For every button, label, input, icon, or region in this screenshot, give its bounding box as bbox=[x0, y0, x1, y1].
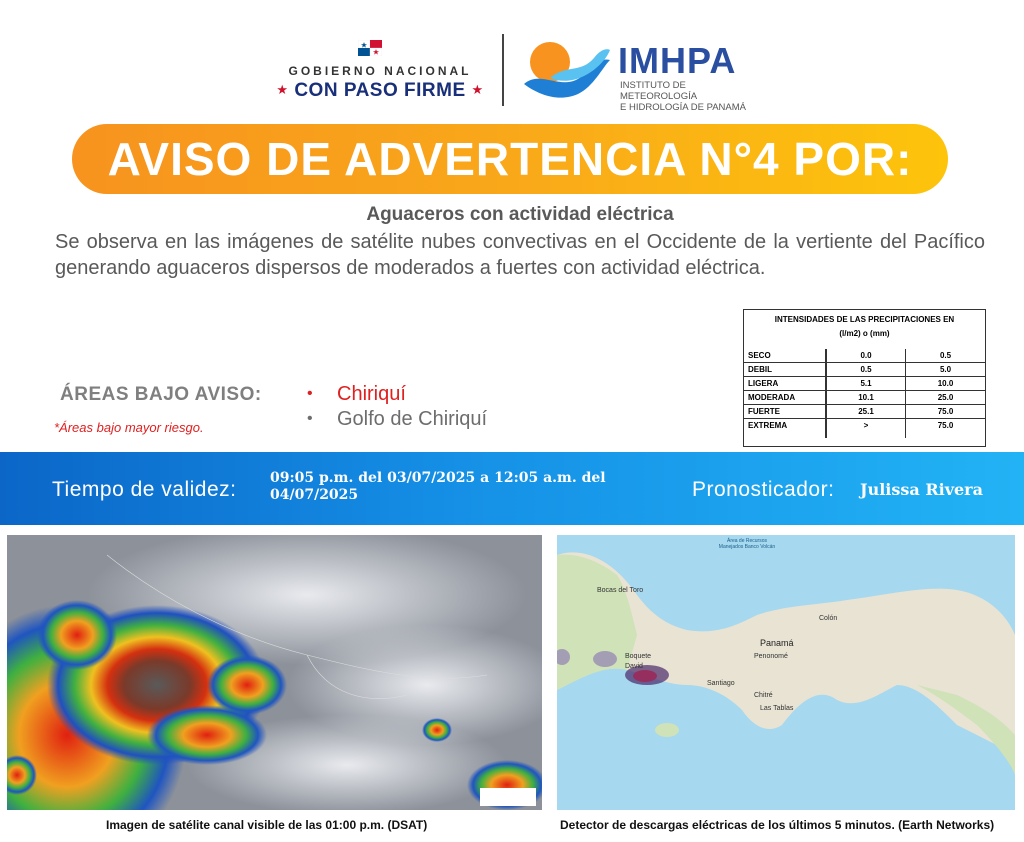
table-row bbox=[744, 349, 985, 363]
map-graphic bbox=[557, 535, 1015, 810]
warning-subtitle: Aguaceros con actividad eléctrica bbox=[366, 204, 674, 225]
lightning-caption: Detector de descargas eléctricas de los últimos 5 minutos. (Earth Networks) bbox=[560, 818, 995, 832]
validity-label: Tiempo de validez: bbox=[52, 478, 237, 501]
imhpa-wave-icon bbox=[520, 38, 612, 104]
government-logo bbox=[270, 40, 490, 106]
area-name: Chiriquí bbox=[337, 383, 406, 405]
header-divider bbox=[502, 34, 504, 106]
table-cell-name: MODERADA bbox=[744, 391, 826, 405]
table-cell-min: 0.0 bbox=[826, 349, 906, 363]
satellite-image bbox=[7, 535, 542, 810]
precipitation-intensity-table bbox=[743, 309, 986, 447]
map-label-penonome: Penonomé bbox=[754, 653, 788, 660]
table-row bbox=[744, 419, 985, 438]
lightning-map-image bbox=[557, 535, 1015, 810]
map-label-david: David bbox=[625, 663, 643, 670]
map-label-chitre: Chitré bbox=[754, 692, 773, 699]
imhpa-subtitle bbox=[620, 80, 760, 113]
table-row bbox=[744, 405, 985, 419]
map-label-las-tablas: Las Tablas bbox=[760, 705, 794, 712]
imhpa-sub-line2: E HIDROLOGÍA DE PANAMÁ bbox=[620, 102, 746, 113]
star-icon: ★ bbox=[471, 82, 484, 97]
warning-description: Se observa en las imágenes de satélite nubes convectivas en el Occidente de la vertiente del Pacífico generando aguaceros dispersos de moderados a fuertes con actividad eléctrica. bbox=[55, 231, 985, 279]
map-label-santiago: Santiago bbox=[707, 680, 735, 687]
forecaster-name: Julissa Rivera bbox=[860, 480, 983, 499]
validity-band bbox=[0, 452, 1024, 525]
table-cell-max: 5.0 bbox=[906, 363, 985, 377]
satellite-graphic bbox=[7, 535, 542, 810]
table-cell-max: 25.0 bbox=[906, 391, 985, 405]
table-row bbox=[744, 377, 985, 391]
map-label-bocas: Bocas del Toro bbox=[597, 587, 644, 594]
area-name: Golfo de Chiriquí bbox=[337, 408, 488, 430]
table-cell-name: DEBIL bbox=[744, 363, 826, 377]
map-label-colon: Colón bbox=[819, 615, 838, 622]
table-cell-name: LIGERA bbox=[744, 377, 826, 391]
panama-flag-icon bbox=[358, 40, 382, 56]
bullet-icon: • bbox=[307, 410, 313, 427]
map-label-boquete: Boquete bbox=[625, 653, 652, 660]
table-cell-max: 75.0 bbox=[906, 405, 985, 419]
areas-label: ÁREAS BAJO AVISO: bbox=[60, 384, 262, 405]
imhpa-logo bbox=[520, 38, 760, 113]
satellite-scale-legend bbox=[480, 788, 536, 806]
table-cell-max: 10.0 bbox=[906, 377, 985, 391]
banner-title: AVISO DE ADVERTENCIA N°4 POR: bbox=[107, 133, 913, 185]
table-cell-min: 25.1 bbox=[826, 405, 906, 419]
map-label-sea: Área de Recursos Manejados Banco Volcán bbox=[718, 538, 776, 550]
table-row bbox=[744, 363, 985, 377]
forecaster-label: Pronosticador: bbox=[692, 478, 835, 501]
table-cell-name: EXTREMA bbox=[744, 419, 826, 438]
warning-banner bbox=[72, 124, 948, 194]
area-item bbox=[307, 408, 487, 431]
gov-bottom-text bbox=[270, 80, 490, 102]
gov-slogan: CON PASO FIRME bbox=[294, 80, 466, 101]
star-icon: ★ bbox=[276, 82, 289, 97]
table-cell-max: 0.5 bbox=[906, 349, 985, 363]
satellite-caption: Imagen de satélite canal visible de las 01:00 p.m. (DSAT) bbox=[106, 818, 428, 832]
table-title-line1: INTENSIDADES DE LAS PRECIPITACIONES EN bbox=[774, 315, 955, 324]
risk-note: *Áreas bajo mayor riesgo. bbox=[54, 420, 204, 435]
table-title bbox=[744, 310, 985, 348]
table-cell-min: 5.1 bbox=[826, 377, 906, 391]
table-title-line2: (l/m2) o (mm) bbox=[839, 329, 890, 338]
table-cell-min: > bbox=[826, 419, 906, 438]
area-item bbox=[307, 383, 406, 406]
map-label-panama: Panamá bbox=[760, 638, 794, 648]
gov-top-text: GOBIERNO NACIONAL bbox=[288, 64, 472, 78]
imhpa-name: IMHPA bbox=[618, 40, 737, 81]
table-cell-name: SECO bbox=[744, 349, 826, 363]
validity-period: 09:05 p.m. del 03/07/2025 a 12:05 a.m. del 04/07/2025 bbox=[270, 470, 606, 503]
imhpa-sub-line1: INSTITUTO DE METEOROLOGÍA bbox=[620, 80, 698, 102]
table-row bbox=[744, 391, 985, 405]
table-cell-min: 0.5 bbox=[826, 363, 906, 377]
bullet-icon: • bbox=[307, 385, 313, 402]
table-cell-max: 75.0 bbox=[937, 421, 954, 430]
table-cell-name: FUERTE bbox=[744, 405, 826, 419]
table-cell-min: 10.1 bbox=[826, 391, 906, 405]
